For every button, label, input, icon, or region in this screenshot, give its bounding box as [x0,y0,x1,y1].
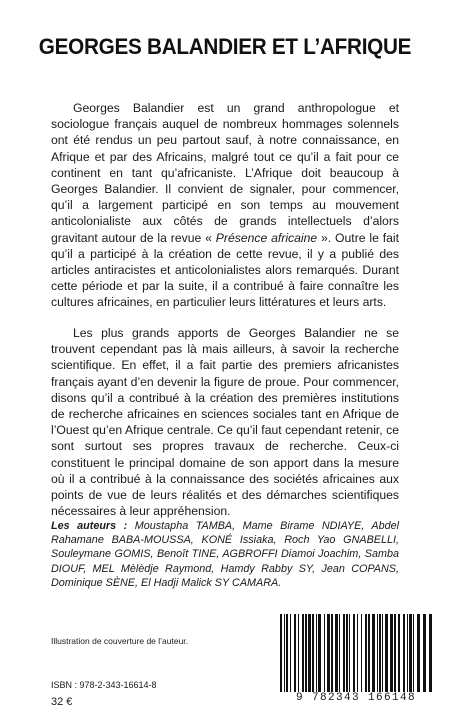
price-text: 32 € [51,696,73,708]
paragraph-1-text-a: Georges Balandier est un grand anthropologue et sociologue français auquel de nombreux hommages solennels ont été rendus un peu partout sauf, à notre connaissance, en Afrique et par des Africains, malgré tout ce qu’il a fait pour ce continent en tant qu’africaniste. L’Afrique doit beaucoup à Georges Balandier. Il convient de signaler, pour commencer, qu’il a largement participé en son temps au mouvement anticolonialiste aux côtés de grands intellectuels d’alors gravitant autour de la revue « [51,101,399,245]
isbn-text: ISBN : 978-2-343-16614-8 [51,680,157,690]
journal-title: Présence africaine [215,230,318,245]
paragraph-1-text-b: ». Outre le fait qu’il a participé à la création de cette revue, il y a publié des articles antiracistes et anticolonialistes alors remarqués. Durant cette période et par la suite, il a contribué à faire connaître les cultures africaines, en particulier leurs littératures et leurs arts. [51,230,399,310]
blurb-paragraph-2 [51,325,399,519]
authors-block [51,519,399,590]
paragraph-2-text: Les plus grands apports de Georges Balandier ne se trouvent cependant pas là mais ailleurs, à savoir la recherche scientifique. En effet, il a fait partie des premiers africanistes français ayant d’en devenir la figure de proue. Pour commencer, disons qu’il a contribué à la création des premières institutions de recherche africaines en sciences sociales tant en Afrique de l’Ouest qu’en Afrique centrale. Ce qu’il faut cependant retenir, ce sont surtout ses propres travaux de recherche. Ceux-ci constituent le principal domaine de son apport dans la mesure où il a contribué à la connaissance des sociétés africaines aux points de vue de leurs réalités et des démarches scientifiques nécessaires à leur appréhension. [51,326,399,519]
blurb-paragraph-1 [51,100,399,311]
authors-label: Les auteurs : [51,520,128,532]
barcode-digits: 9 782343 166148 [270,692,442,704]
cover-credit: Illustration de couverture de l’auteur. [51,636,189,646]
authors-names: Moustapha TAMBA, Mame Birame NDIAYE, Abdel Rahamane BABA-MOUSSA, KONÉ Issiaka, Roch Yao GNABELLI, Souleymane GOMIS, Benoît TINE, AGBROFFI Diamoi Joachim, Samba DIOUF, MEL Mèlèdje Raymond, Hamdy Rabby SY, Jean COPANS, Dominique SÈNE, El Hadji Malick SY CAMARA. [51,520,400,589]
book-title: GEORGES BALANDIER ET L’AFRIQUE [38,34,412,59]
